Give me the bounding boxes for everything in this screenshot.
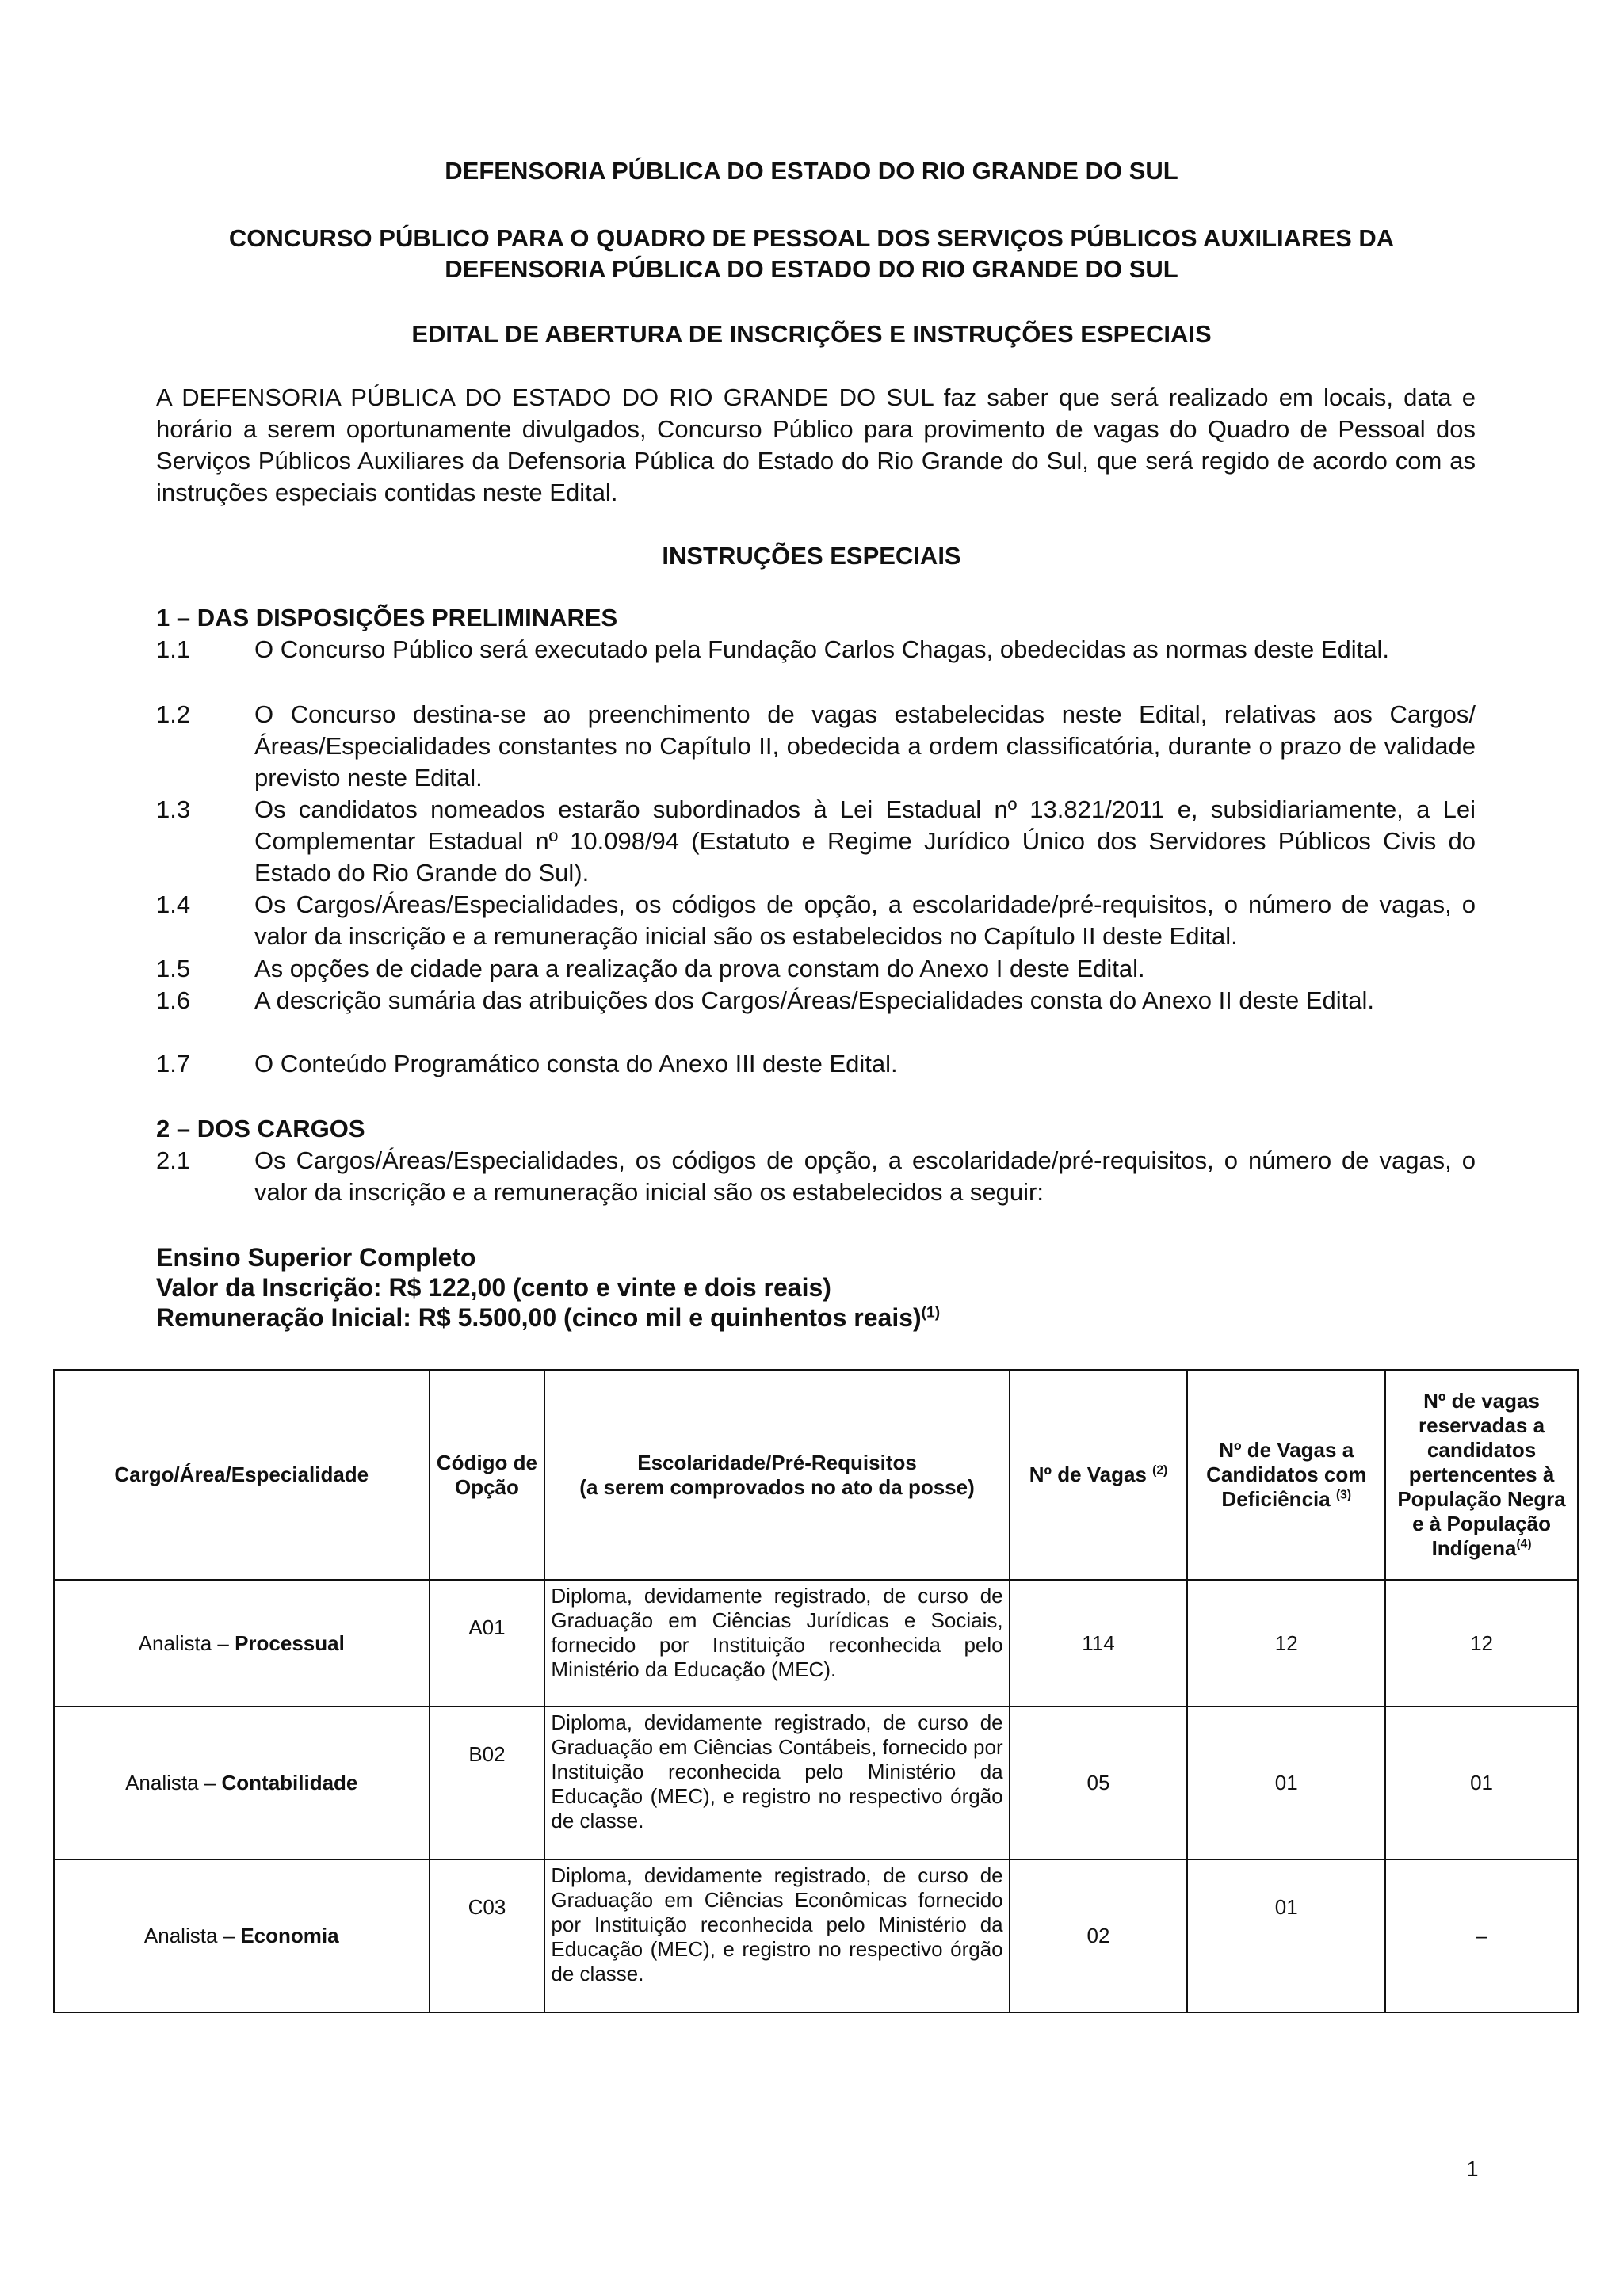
section1-title: 1 – DAS DISPOSIÇÕES PRELIMINARES xyxy=(156,604,618,631)
section1-item xyxy=(156,634,1476,666)
intro-paragraph: A DEFENSORIA PÚBLICA DO ESTADO DO RIO GRANDE DO SUL faz saber que será realizado em locais, data e horário a serem oportunamente divulgados, Concurso Público para provimento de vagas do Quadro de Pessoal dos Serviços Públicos Auxiliares da Defensoria Pública do Estado do Rio Grande do Sul, que será regido de acordo com as instruções especiais contidas neste Edital. xyxy=(156,383,1476,506)
item-text: O Conteúdo Programático consta do Anexo III deste Edital. xyxy=(254,1050,898,1077)
section1-item xyxy=(156,699,1476,794)
section1-item xyxy=(156,889,1476,952)
initial-salary: Remuneração Inicial: R$ 5.500,00 (cinco mil e quinhentos reais)$^{(1)}$ xyxy=(156,1303,941,1332)
cell-deficiencia: 01 xyxy=(1187,1859,1385,2012)
item-text: Os Cargos/Áreas/Especialidades, os códigos de opção, a escolaridade/pré-requisitos, o número de vagas, o valor da inscrição e a remuneração inicial são os estabelecidos no Capítulo II deste Edital. xyxy=(254,891,1476,950)
table-row xyxy=(54,1707,1578,1859)
item-text: Os Cargos/Áreas/Especialidades, os códigos de opção, a escolaridade/pré-requisitos, o número de vagas, o valor da inscrição e a remuneração inicial são os estabelecidos a seguir: xyxy=(254,1146,1476,1206)
section2-title: 2 – DOS CARGOS xyxy=(156,1115,365,1142)
page-number: 1 xyxy=(1466,2157,1479,2181)
table-row xyxy=(54,1580,1578,1707)
cell-codigo: A01 xyxy=(430,1580,545,1707)
header-vagas: Nº de Vagas $^{(2)}$ xyxy=(1010,1370,1188,1580)
header-contest-line2: DEFENSORIA PÚBLICA DO ESTADO DO RIO GRANDE DO SUL xyxy=(445,255,1178,283)
item-text: As opções de cidade para a realização da prova constam do Anexo I deste Edital. xyxy=(254,955,1145,982)
section1-item xyxy=(156,1048,1476,1080)
item-number: 1.7 xyxy=(156,1050,191,1077)
item-number: 1.5 xyxy=(156,955,191,982)
header-negra: Nº de vagas reservadas a candidatos pertencentes à População Negra e à População Indígena$^{(4)}$ xyxy=(1385,1370,1578,1580)
cell-escolaridade: Diploma, devidamente registrado, de curso de Graduação em Ciências Econômicas fornecido por Instituição reconhecida pelo Ministério da Educação (MEC), e registro no respectivo órgão de classe. xyxy=(544,1859,1009,2012)
cell-negra: 12 xyxy=(1385,1580,1578,1707)
cell-deficiencia: 01 xyxy=(1187,1707,1385,1859)
item-text: A descrição sumária das atribuições dos Cargos/Áreas/Especialidades consta do Anexo II deste Edital. xyxy=(254,986,1375,1014)
header-deficiencia: Nº de Vagas a Candidatos com Deficiência $^{(3)}$ xyxy=(1187,1370,1385,1580)
section1-item xyxy=(156,953,1476,985)
cell-codigo: C03 xyxy=(430,1859,545,2012)
header-contest-line1: CONCURSO PÚBLICO PARA O QUADRO DE PESSOAL DOS SERVIÇOS PÚBLICOS AUXILIARES DA xyxy=(228,224,1395,252)
cell-vagas: 02 xyxy=(1010,1859,1188,2012)
cell-cargo: Analista – Contabilidade xyxy=(54,1707,430,1859)
positions-table xyxy=(53,1369,1579,2013)
cell-deficiencia: 12 xyxy=(1187,1580,1385,1707)
cell-vagas: 05 xyxy=(1010,1707,1188,1859)
cell-cargo: Analista – Processual xyxy=(54,1580,430,1707)
item-number: 1.4 xyxy=(156,891,191,918)
instructions-title: INSTRUÇÕES ESPECIAIS xyxy=(662,542,961,570)
registration-fee: Valor da Inscrição: R$ 122,00 (cento e vinte e dois reais) xyxy=(156,1273,831,1302)
cell-negra: 01 xyxy=(1385,1707,1578,1859)
item-text: Os candidatos nomeados estarão subordinados à Lei Estadual nº 13.821/2011 e, subsidiariamente, a Lei Complementar Estadual nº 10.098/94 (Estatuto e Regime Jurídico Único dos Servidores Públicos Civis do Estado do Rio Grande do Sul). xyxy=(254,795,1476,887)
section1-item xyxy=(156,794,1476,889)
item-number: 1.3 xyxy=(156,795,191,823)
item-text: O Concurso destina-se ao preenchimento de vagas estabelecidas neste Edital, relativas aos Cargos/Áreas/Especialidades constantes no Capítulo II, obedecida a ordem classificatória, durante o prazo de validade previsto neste Edital. xyxy=(254,700,1476,791)
header-codigo: Código de Opção xyxy=(430,1370,545,1580)
item-text: O Concurso Público será executado pela Fundação Carlos Chagas, obedecidas as normas deste Edital. xyxy=(254,635,1389,663)
header-institution: DEFENSORIA PÚBLICA DO ESTADO DO RIO GRANDE DO SUL xyxy=(445,157,1178,185)
footnote-ref: (1) xyxy=(921,1304,941,1322)
table-header-row xyxy=(54,1370,1578,1580)
item-number: 1.2 xyxy=(156,700,191,728)
header-cargo: Cargo/Área/Especialidade xyxy=(54,1370,430,1580)
education-level: Ensino Superior Completo xyxy=(156,1243,476,1272)
table-row xyxy=(54,1859,1578,2012)
header-edital-title: EDITAL DE ABERTURA DE INSCRIÇÕES E INSTRUÇÕES ESPECIAIS xyxy=(411,320,1212,348)
cell-negra: – xyxy=(1385,1859,1578,2012)
item-number: 1.1 xyxy=(156,635,191,663)
item-number: 2.1 xyxy=(156,1146,191,1174)
section2-item xyxy=(156,1145,1476,1208)
section1-item xyxy=(156,985,1476,1016)
cell-escolaridade: Diploma, devidamente registrado, de curso de Graduação em Ciências Contábeis, fornecido por Instituição reconhecida pelo Ministério da Educação (MEC), e registro no respectivo órgão de classe. xyxy=(544,1707,1009,1859)
cell-codigo: B02 xyxy=(430,1707,545,1859)
cell-escolaridade: Diploma, devidamente registrado, de curso de Graduação em Ciências Jurídicas e Sociais, fornecido por Instituição reconhecida pelo Ministério da Educação (MEC). xyxy=(544,1580,1009,1707)
item-number: 1.6 xyxy=(156,986,191,1014)
header-escolaridade: Escolaridade/Pré-Requisitos (a serem comprovados no ato da posse) xyxy=(544,1370,1009,1580)
cell-vagas: 114 xyxy=(1010,1580,1188,1707)
cell-cargo: Analista – Economia xyxy=(54,1859,430,2012)
